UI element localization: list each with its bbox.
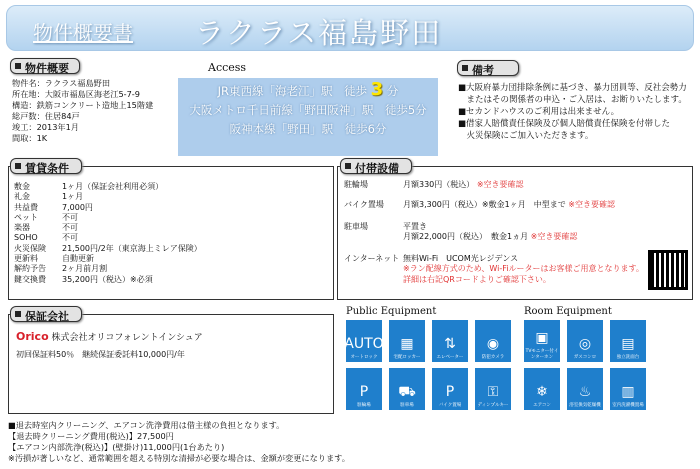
equipment-label: エレベーター bbox=[436, 355, 464, 360]
equipment-label: 防犯カメラ bbox=[481, 355, 505, 360]
equipment-tile bbox=[567, 320, 603, 362]
qr-code-icon[interactable] bbox=[648, 250, 688, 290]
facility-internet: インターネット bbox=[344, 254, 400, 263]
equipment-tile bbox=[475, 368, 511, 410]
equipment-label: オートロック bbox=[350, 355, 378, 360]
equipment-tile bbox=[475, 320, 511, 362]
equipment-tile bbox=[524, 320, 560, 362]
footer-notes: ■退去時室内クリーニング、エアコン洗浄費用は借主様の負担となります。 【退去時クリーニング費用(税込)】27,500円 【エアコン内部洗浄(税込)】(壁掛け)11,000円(1台あたり) ※汚損が著しいなど、通常範囲を超える特別な清掃が必要な場合は、金額が変更になります。 bbox=[8, 420, 350, 463]
room-equipment-title: Room Equipment bbox=[524, 306, 612, 317]
rent-values: 1ヶ月（保証会社利用必須） 1ヶ月 7,000円 不可 不可 不可 21,500円/2年（東京海上ミレア保険） 自動更新 2ヶ月前月割 35,200円（税込）※必須 bbox=[62, 182, 202, 284]
equipment-icon: ▤ bbox=[621, 336, 635, 352]
orico-logo: Orico bbox=[16, 330, 49, 343]
equipment-icon: ◉ bbox=[486, 336, 500, 352]
facility-bike: 駐輪場 bbox=[344, 180, 368, 189]
equipment-label: ディンプルキー bbox=[477, 403, 509, 408]
section-facilities: 付帯設備 bbox=[340, 158, 412, 174]
rent-labels: 敷金 礼金 共益費 ペット 楽器 SOHO 火災保険 更新料 解約予告 鍵交換費 bbox=[14, 182, 46, 284]
guarantee-box bbox=[8, 314, 334, 414]
access-title: Access bbox=[208, 61, 247, 74]
section-outline: 物件概要 bbox=[10, 58, 80, 74]
public-equipment-grid bbox=[346, 320, 511, 410]
facility-parking: 駐車場 bbox=[344, 222, 368, 231]
equipment-label: 浴室換気乾燥機 bbox=[569, 403, 601, 408]
guarantee-company: Orico 株式会社オリコフォレントインシュア bbox=[16, 330, 203, 343]
equipment-label: バイク置場 bbox=[438, 403, 462, 408]
equipment-icon: ⛟ bbox=[398, 384, 416, 400]
equipment-label: エアコン bbox=[533, 403, 551, 408]
equipment-icon: AUTO bbox=[344, 336, 384, 352]
equipment-tile bbox=[524, 368, 560, 410]
equipment-label: 駐車場 bbox=[400, 403, 414, 408]
notes-list: ■大阪府暴力団排除条例に基づき、暴力団員等、反社会勢力 またはその関係者の申込・ご入居は、お断りいたします。 ■セカンドハウスのご利用は出来ません。 ■借家人賠償責任保険及び個人賠償責任保険を付帯した 火災保険にご加入いただきます。 bbox=[458, 83, 687, 141]
equipment-icon: P bbox=[445, 384, 455, 400]
equipment-icon: ◎ bbox=[578, 336, 592, 352]
section-rent: 賃貸条件 bbox=[10, 158, 82, 174]
equipment-tile bbox=[567, 368, 603, 410]
equipment-tile bbox=[389, 368, 425, 410]
equipment-tile bbox=[432, 368, 468, 410]
equipment-label: 宅配ロッカー bbox=[393, 355, 421, 360]
equipment-label: ガスコンロ bbox=[573, 355, 597, 360]
equipment-tile bbox=[610, 320, 646, 362]
public-equipment-title: Public Equipment bbox=[346, 306, 437, 317]
equipment-icon: ⚿ bbox=[487, 384, 499, 400]
equipment-label: TVモニター付インターホン bbox=[525, 349, 559, 360]
guarantee-terms: 初回保証料50％ 継続保証委託料10,000円/年 bbox=[16, 350, 185, 359]
equipment-icon: ▥ bbox=[621, 384, 635, 400]
equipment-icon: ♨ bbox=[578, 384, 592, 400]
equipment-tile bbox=[346, 368, 382, 410]
equipment-tile bbox=[610, 368, 646, 410]
equipment-icon: P bbox=[359, 384, 369, 400]
equipment-label: 室内洗濯機置場 bbox=[612, 403, 644, 408]
title-banner bbox=[6, 5, 694, 51]
equipment-icon: ▦ bbox=[400, 336, 414, 352]
page-title: 物件概要書 bbox=[33, 21, 133, 45]
property-name: ラクラス福島野田 bbox=[195, 16, 443, 50]
outline-list: 物件名：ラクラス福島野田 所在地：大阪市福島区海老江5-7-9 構造：鉄筋コンクリート造地上15階建 総戸数：住居84戸 竣工：2013年1月 間取：1K bbox=[12, 78, 154, 143]
equipment-icon: ▣ bbox=[535, 330, 549, 346]
equipment-icon: ⇅ bbox=[444, 336, 456, 352]
equipment-tile bbox=[389, 320, 425, 362]
equipment-icon: ❄ bbox=[536, 384, 548, 400]
access-box: JR東西線「海老江」駅 徒歩 3 分 大阪メトロ千日前線「野田阪神」駅 徒歩5分 阪神本線「野田」駅 徒歩6分 bbox=[178, 78, 438, 156]
equipment-tile bbox=[432, 320, 468, 362]
section-notes: 備考 bbox=[457, 60, 519, 76]
equipment-tile bbox=[346, 320, 382, 362]
section-guarantee: 保証会社 bbox=[10, 306, 82, 322]
equipment-label: 駐輪場 bbox=[357, 403, 371, 408]
room-equipment-grid bbox=[524, 320, 646, 410]
equipment-label: 独立洗面台 bbox=[616, 355, 640, 360]
facility-motorbike: バイク置場 bbox=[344, 200, 384, 209]
